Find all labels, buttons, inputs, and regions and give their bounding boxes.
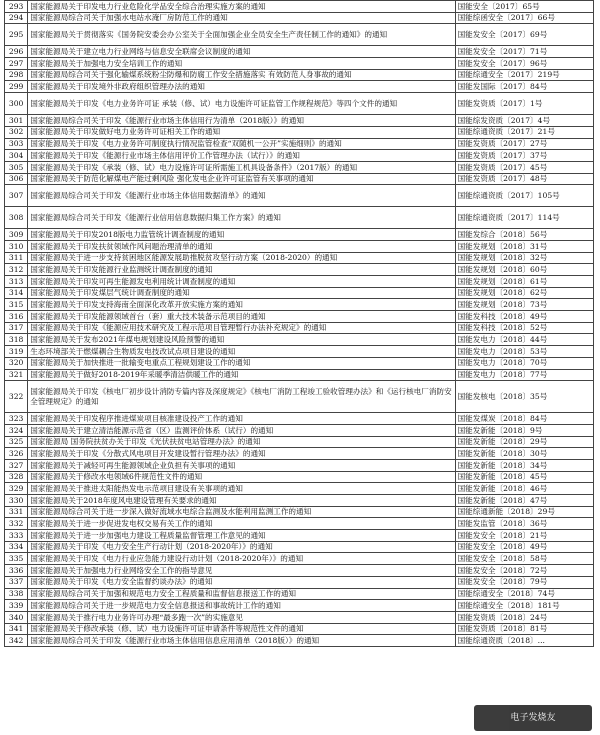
table-row bbox=[5, 436, 594, 448]
row-number: 296 bbox=[5, 46, 28, 58]
document-number: 国能综通新能〔2018〕29号 bbox=[455, 506, 593, 518]
document-number: 国能发新能〔2018〕9号 bbox=[455, 424, 593, 436]
row-number: 330 bbox=[5, 495, 28, 507]
row-number: 335 bbox=[5, 553, 28, 565]
row-number: 321 bbox=[5, 369, 28, 381]
document-number: 国能发新能〔2018〕45号 bbox=[455, 471, 593, 483]
table-row bbox=[5, 600, 594, 612]
table-row bbox=[5, 448, 594, 460]
document-number: 国能发资质〔2018〕81号 bbox=[455, 623, 593, 635]
table-row bbox=[5, 69, 594, 81]
row-number: 301 bbox=[5, 115, 28, 127]
document-title: 国家能源局关于建立清洁能源示范省（区）监测评价体系（试行）的通知 bbox=[28, 424, 455, 436]
document-number: 国能发电力〔2018〕77号 bbox=[455, 369, 593, 381]
document-number: 国能发资质〔2017〕37号 bbox=[455, 150, 593, 162]
table-row bbox=[5, 138, 594, 150]
document-number: 国能发安全〔2018〕72号 bbox=[455, 565, 593, 577]
row-number: 307 bbox=[5, 185, 28, 207]
document-number: 国能发新能〔2018〕46号 bbox=[455, 483, 593, 495]
document-number: 国能发资质〔2017〕45号 bbox=[455, 161, 593, 173]
document-number: 国能发新能〔2018〕29号 bbox=[455, 436, 593, 448]
table-row bbox=[5, 635, 594, 647]
row-number: 327 bbox=[5, 459, 28, 471]
document-number: 国能发科技〔2018〕49号 bbox=[455, 311, 593, 323]
row-number: 309 bbox=[5, 229, 28, 241]
document-title: 国家能源局关于建立电力行业网络与信息安全联席会议制度的通知 bbox=[28, 46, 455, 58]
row-number: 332 bbox=[5, 518, 28, 530]
table-row bbox=[5, 161, 594, 173]
row-number: 297 bbox=[5, 58, 28, 70]
document-number: 国能发安全〔2018〕79号 bbox=[455, 576, 593, 588]
row-number: 305 bbox=[5, 161, 28, 173]
table-row bbox=[5, 229, 594, 241]
table-row bbox=[5, 81, 594, 93]
row-number: 299 bbox=[5, 81, 28, 93]
document-title: 国家能源局综合司关于印发《能源行业市场主体信用行为清单（2018版）》的通知 bbox=[28, 115, 455, 127]
document-title: 国家能源局关于2018年度风电建设管理有关要求的通知 bbox=[28, 495, 455, 507]
table-row bbox=[5, 576, 594, 588]
table-row bbox=[5, 322, 594, 334]
document-number: 国能发安全〔2018〕21号 bbox=[455, 530, 593, 542]
document-title: 国家能源局 国务院扶贫办关于印发《光伏扶贫电站管理办法》的通知 bbox=[28, 436, 455, 448]
row-number: 341 bbox=[5, 623, 28, 635]
document-number: 国能发资质〔2017〕27号 bbox=[455, 138, 593, 150]
document-title: 国家能源局关于推进太阳能热发电示范项目建设有关事项的通知 bbox=[28, 483, 455, 495]
document-number: 国能发资质〔2018〕24号 bbox=[455, 611, 593, 623]
document-title: 国家能源局关于发布2021年煤电规划建设风险预警的通知 bbox=[28, 334, 455, 346]
table-row bbox=[5, 264, 594, 276]
table-row bbox=[5, 369, 594, 381]
row-number: 306 bbox=[5, 173, 28, 185]
document-number: 国能综通资质〔2017〕105号 bbox=[455, 185, 593, 207]
row-number: 338 bbox=[5, 588, 28, 600]
document-number: 国能发资质〔2017〕1号 bbox=[455, 93, 593, 115]
row-number: 310 bbox=[5, 240, 28, 252]
table-row bbox=[5, 611, 594, 623]
document-title: 国家能源局关于印发《核电厂初步设计消防专篇内容及深度规定》《核电厂消防工程竣工验收管理办法》和《运行核电厂消防安全管理规定》的通知 bbox=[28, 381, 455, 413]
document-title: 国家能源局关于印发可再生能源发电利用统计调查制度的通知 bbox=[28, 276, 455, 288]
document-number: 国能发资质〔2017〕48号 bbox=[455, 173, 593, 185]
document-title: 国家能源局关于印发程序推进煤炭项目核准建设投产工作的通知 bbox=[28, 413, 455, 425]
document-title: 国家能源局关于加快推进一批输变电重点工程规划建设工作的通知 bbox=[28, 357, 455, 369]
document-number: 国能发科技〔2018〕52号 bbox=[455, 322, 593, 334]
document-number: 国能发安全〔2017〕71号 bbox=[455, 46, 593, 58]
document-number: 国能综通安全〔2017〕219号 bbox=[455, 69, 593, 81]
table-row bbox=[5, 12, 594, 24]
document-number: 国能发电力〔2018〕53号 bbox=[455, 346, 593, 358]
document-number: 国能综通资质〔2018〕... bbox=[455, 635, 593, 647]
row-number: 324 bbox=[5, 424, 28, 436]
row-number: 313 bbox=[5, 276, 28, 288]
table-row bbox=[5, 459, 594, 471]
document-number: 国能发安全〔2017〕69号 bbox=[455, 24, 593, 46]
row-number: 339 bbox=[5, 600, 28, 612]
document-number: 国能安全〔2017〕65号 bbox=[455, 1, 593, 13]
table-row bbox=[5, 357, 594, 369]
document-title: 国家能源局综合司关于印发《能源行业信用信息数据归集工作方案》的通知 bbox=[28, 207, 455, 229]
table-row bbox=[5, 240, 594, 252]
document-title: 国家能源局关于加强电力安全培训工作的通知 bbox=[28, 58, 455, 70]
document-title: 国家能源局关于印发《电力业务许可证 承装（修、试）电力设施许可证监管工作规程规范》等四个文件的通知 bbox=[28, 93, 455, 115]
document-number: 国能综发资质〔2017〕4号 bbox=[455, 115, 593, 127]
document-title: 国家能源局关于印发《分散式风电项目开发建设暂行管理办法》的通知 bbox=[28, 448, 455, 460]
table-row bbox=[5, 541, 594, 553]
table-row bbox=[5, 381, 594, 413]
document-title: 国家能源局关于进一步促进发电权交易有关工作的通知 bbox=[28, 518, 455, 530]
table-row bbox=[5, 115, 594, 127]
document-number: 国能发监管〔2018〕36号 bbox=[455, 518, 593, 530]
document-number: 国能发电力〔2018〕70号 bbox=[455, 357, 593, 369]
row-number: 293 bbox=[5, 1, 28, 13]
document-number: 国能综函安全〔2017〕66号 bbox=[455, 12, 593, 24]
document-title: 国家能源局关于进一步支持贫困地区能源发展助推脱贫攻坚行动方案（2018-2020）的通知 bbox=[28, 252, 455, 264]
row-number: 320 bbox=[5, 357, 28, 369]
row-number: 298 bbox=[5, 69, 28, 81]
document-title: 国家能源局关于印发做好电力业务许可证相关工作的通知 bbox=[28, 126, 455, 138]
document-title: 生态环境部关于燃煤耦合生物质发电技改试点项目建设的通知 bbox=[28, 346, 455, 358]
document-title: 国家能源局关于推行电力业务许可办理“最多跑一次”的实施意见 bbox=[28, 611, 455, 623]
document-title: 国家能源局关于进一步加强电力建设工程质量监督管理工作意见的通知 bbox=[28, 530, 455, 542]
document-title: 国家能源局综合司关于进一步深入做好流域水电综合监测及水能利用监测工作的通知 bbox=[28, 506, 455, 518]
row-number: 340 bbox=[5, 611, 28, 623]
table-row bbox=[5, 334, 594, 346]
table-row bbox=[5, 346, 594, 358]
row-number: 336 bbox=[5, 565, 28, 577]
table-row bbox=[5, 518, 594, 530]
table-row bbox=[5, 530, 594, 542]
document-title: 国家能源局关于印发《电力业务许可制度执行情况监管检查“双随机一公开”实施细则》的通知 bbox=[28, 138, 455, 150]
document-title: 国家能源局综合司关于印发《能源行业市场主体信用信息应用清单（2018版）》的通知 bbox=[28, 635, 455, 647]
document-number: 国能发规划〔2018〕31号 bbox=[455, 240, 593, 252]
table-row bbox=[5, 565, 594, 577]
table-row bbox=[5, 287, 594, 299]
table-row bbox=[5, 126, 594, 138]
document-title: 国家能源局关于印发支持海南全面深化改革开放实施方案的通知 bbox=[28, 299, 455, 311]
document-title: 国家能源局关于印发电力行业危险化学品安全综合治理实施方案的通知 bbox=[28, 1, 455, 13]
row-number: 303 bbox=[5, 138, 28, 150]
document-title: 国家能源局关于加强电力行业网络安全工作的指导意见 bbox=[28, 565, 455, 577]
table-row bbox=[5, 311, 594, 323]
document-title: 国家能源局关于贯彻落实《国务院安委会办公室关于全面加强企业全员安全生产责任制工作的通知》的通知 bbox=[28, 24, 455, 46]
row-number: 331 bbox=[5, 506, 28, 518]
table-row bbox=[5, 471, 594, 483]
document-number: 国能发新能〔2018〕34号 bbox=[455, 459, 593, 471]
table-row bbox=[5, 495, 594, 507]
table-row bbox=[5, 173, 594, 185]
document-title: 国家能源局关于印发《电力安全生产行动计划（2018-2020年）》的通知 bbox=[28, 541, 455, 553]
document-title: 国家能源局关于印发能源领域首台（套）重大技术装备示范项目的通知 bbox=[28, 311, 455, 323]
row-number: 337 bbox=[5, 576, 28, 588]
row-number: 316 bbox=[5, 311, 28, 323]
document-number: 国能发安全〔2018〕49号 bbox=[455, 541, 593, 553]
row-number: 315 bbox=[5, 299, 28, 311]
row-number: 328 bbox=[5, 471, 28, 483]
row-number: 342 bbox=[5, 635, 28, 647]
document-number: 国能发规划〔2018〕73号 bbox=[455, 299, 593, 311]
table-row bbox=[5, 150, 594, 162]
document-number: 国能发规划〔2018〕60号 bbox=[455, 264, 593, 276]
document-number: 国能发国际〔2017〕84号 bbox=[455, 81, 593, 93]
document-number: 国能发综合〔2018〕56号 bbox=[455, 229, 593, 241]
table-row bbox=[5, 1, 594, 13]
row-number: 311 bbox=[5, 252, 28, 264]
document-number: 国能发安全〔2018〕58号 bbox=[455, 553, 593, 565]
document-title: 国家能源局关于印发煤层气统计调查制度的通知 bbox=[28, 287, 455, 299]
document-number: 国能综通安全〔2018〕74号 bbox=[455, 588, 593, 600]
table-row bbox=[5, 588, 594, 600]
document-title: 国家能源局关于印发能源行业监测统计调查制度的通知 bbox=[28, 264, 455, 276]
row-number: 318 bbox=[5, 334, 28, 346]
table-row bbox=[5, 276, 594, 288]
table-row bbox=[5, 413, 594, 425]
row-number: 314 bbox=[5, 287, 28, 299]
document-title: 国家能源局关于减轻可再生能源领域企业负担有关事项的通知 bbox=[28, 459, 455, 471]
table-row bbox=[5, 299, 594, 311]
row-number: 329 bbox=[5, 483, 28, 495]
row-number: 322 bbox=[5, 381, 28, 413]
document-title: 国家能源局综合司关于加强水电站水淹厂房防范工作的通知 bbox=[28, 12, 455, 24]
table-row bbox=[5, 58, 594, 70]
document-number: 国能发电力〔2018〕44号 bbox=[455, 334, 593, 346]
row-number: 295 bbox=[5, 24, 28, 46]
row-number: 317 bbox=[5, 322, 28, 334]
document-number: 国能发煤炭〔2018〕84号 bbox=[455, 413, 593, 425]
document-title: 国家能源局关于印发《能源应用技术研究及工程示范项目管理暂行办法补充规定》的通知 bbox=[28, 322, 455, 334]
row-number: 319 bbox=[5, 346, 28, 358]
document-title: 国家能源局关于印发《能源行业市场主体信用评价工作管理办法（试行）》的通知 bbox=[28, 150, 455, 162]
table-row bbox=[5, 24, 594, 46]
document-title: 国家能源局关于印发《电力安全监督约谈办法》的通知 bbox=[28, 576, 455, 588]
table-row bbox=[5, 252, 594, 264]
document-title: 国家能源局关于修改承装（修、试）电力设施许可证申请条件等规范性文件的通知 bbox=[28, 623, 455, 635]
watermark-logo: 电子发烧友 bbox=[474, 705, 592, 731]
table-row bbox=[5, 506, 594, 518]
document-title: 国家能源局关于做好2018-2019年采暖季清洁供暖工作的通知 bbox=[28, 369, 455, 381]
row-number: 326 bbox=[5, 448, 28, 460]
document-number: 国能综通资质〔2017〕114号 bbox=[455, 207, 593, 229]
table-row bbox=[5, 93, 594, 115]
row-number: 312 bbox=[5, 264, 28, 276]
table-row bbox=[5, 553, 594, 565]
regulation-table bbox=[4, 0, 594, 647]
document-number: 国能发安全〔2017〕96号 bbox=[455, 58, 593, 70]
table-row bbox=[5, 623, 594, 635]
table-row bbox=[5, 185, 594, 207]
document-title: 国家能源局关于印发《承装（修、试）电力设施许可证所需施工机具设备条件》（2017版）的通知 bbox=[28, 161, 455, 173]
row-number: 334 bbox=[5, 541, 28, 553]
document-title: 国家能源局关于印发《电力行业应急能力建设行动计划（2018-2020年）》的通知 bbox=[28, 553, 455, 565]
row-number: 308 bbox=[5, 207, 28, 229]
table-row bbox=[5, 207, 594, 229]
document-title: 国家能源局综合司关于进一步规范电力安全信息报送和事故统计工作的通知 bbox=[28, 600, 455, 612]
document-title: 国家能源局综合司关于印发《能源行业市场主体信用数据清单》的通知 bbox=[28, 185, 455, 207]
document-number: 国能发新能〔2018〕30号 bbox=[455, 448, 593, 460]
document-number: 国能发规划〔2018〕61号 bbox=[455, 276, 593, 288]
document-title: 国家能源局关于防范化解煤电产能过剩风险 强化发电企业许可证监管有关事项的通知 bbox=[28, 173, 455, 185]
table-row bbox=[5, 483, 594, 495]
row-number: 323 bbox=[5, 413, 28, 425]
document-number: 国能综通安全〔2018〕181号 bbox=[455, 600, 593, 612]
table-row bbox=[5, 46, 594, 58]
document-number: 国能发核电〔2018〕35号 bbox=[455, 381, 593, 413]
row-number: 294 bbox=[5, 12, 28, 24]
row-number: 302 bbox=[5, 126, 28, 138]
document-title: 国家能源局综合司关于加强和规范电力安全工程质量和监督信息报送工作的通知 bbox=[28, 588, 455, 600]
row-number: 300 bbox=[5, 93, 28, 115]
document-title: 国家能源局关于印发2018版电力监管统计调查制度的通知 bbox=[28, 229, 455, 241]
document-number: 国能发新能〔2018〕47号 bbox=[455, 495, 593, 507]
document-title: 国家能源局关于修改水电领域6件规范性文件的通知 bbox=[28, 471, 455, 483]
document-title: 国家能源局关于印发境外非政府组织管理办法的通知 bbox=[28, 81, 455, 93]
row-number: 333 bbox=[5, 530, 28, 542]
document-title: 国家能源局综合司关于强化输煤系统粉尘防爆和防腐工作安全措施落实 有效防范人身事故的通知 bbox=[28, 69, 455, 81]
document-number: 国能发规划〔2018〕32号 bbox=[455, 252, 593, 264]
document-title: 国家能源局关于印发扶贫领域作风问题治理清单的通知 bbox=[28, 240, 455, 252]
document-number: 国能发规划〔2018〕62号 bbox=[455, 287, 593, 299]
document-number: 国能综通资质〔2017〕21号 bbox=[455, 126, 593, 138]
row-number: 325 bbox=[5, 436, 28, 448]
table-row bbox=[5, 424, 594, 436]
row-number: 304 bbox=[5, 150, 28, 162]
